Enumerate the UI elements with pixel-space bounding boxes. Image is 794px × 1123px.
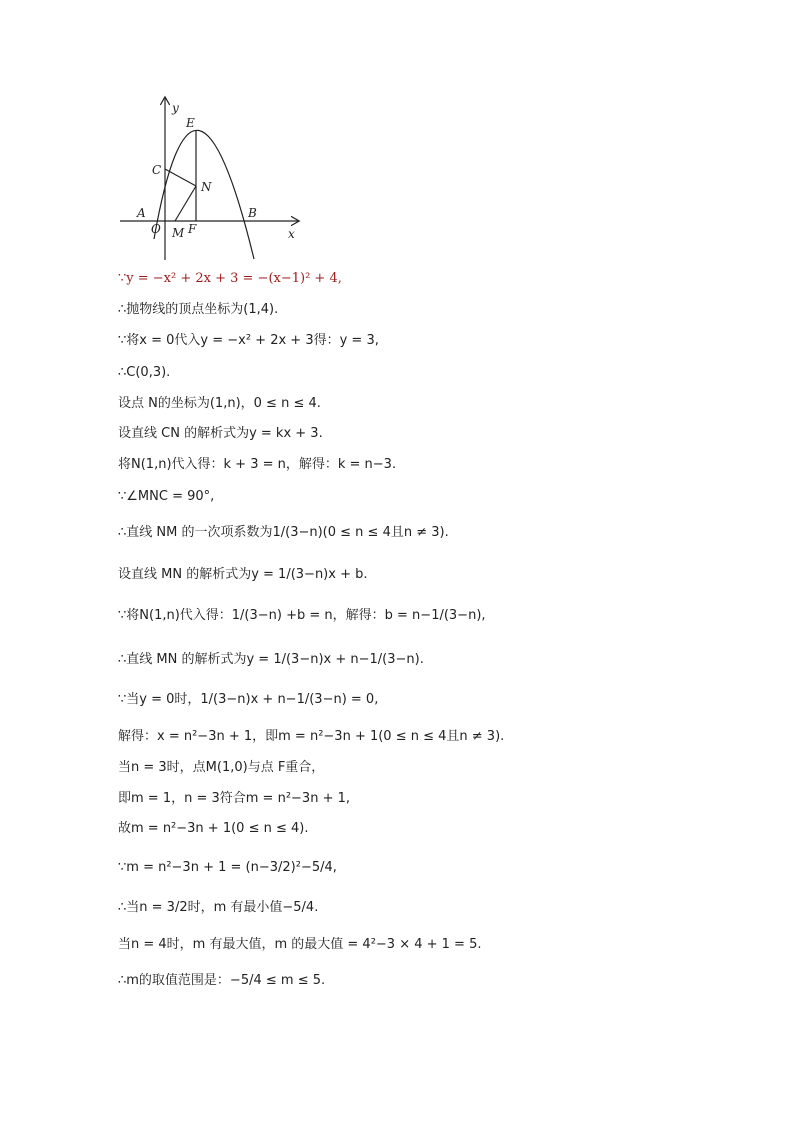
solution-line-14: 解得：x = n²−3n + 1，即m = n²−3n + 1(0 ≤ n ≤ 4且n ≠ 3). bbox=[118, 729, 505, 744]
solution-line-10: 设直线 MN 的解析式为y = 1/(3−n)x + b. bbox=[118, 567, 368, 582]
solution-line-9: ∴直线 NM 的一次项系数为1/(3−n)(0 ≤ n ≤ 4且n ≠ 3). bbox=[118, 525, 449, 540]
label-n: N bbox=[201, 180, 212, 194]
label-e: E bbox=[186, 116, 195, 130]
segment-cn bbox=[165, 169, 196, 186]
solution-line-12: ∴直线 MN 的解析式为y = 1/(3−n)x + n−1/(3−n). bbox=[118, 652, 424, 667]
solution-line-11: ∵将N(1,n)代入得：1/(3−n) +b = n，解得：b = n−1/(3−n), bbox=[118, 608, 486, 623]
label-b: B bbox=[248, 206, 257, 220]
label-m: M bbox=[172, 226, 185, 240]
solution-line-19: ∴当n = 3/2时，m 有最小值−5/4. bbox=[118, 900, 319, 915]
solution-line-1: ∵y = −x² + 2x + 3 = −(x−1)² + 4, bbox=[118, 271, 342, 286]
solution-line-20: 当n = 4时，m 有最大值，m 的最大值 = 4²−3 × 4 + 1 = 5. bbox=[118, 937, 482, 952]
label-f: F bbox=[188, 222, 197, 236]
label-y: y bbox=[172, 101, 179, 115]
solution-line-16: 即m = 1，n = 3符合m = n²−3n + 1, bbox=[118, 791, 350, 806]
solution-line-13: ∵当y = 0时，1/(3−n)x + n−1/(3−n) = 0, bbox=[118, 692, 379, 707]
solution-line-8: ∵∠MNC = 90°, bbox=[118, 489, 215, 504]
label-c: C bbox=[152, 163, 162, 177]
label-o: O bbox=[151, 222, 161, 236]
solution-line-4: ∴C(0,3). bbox=[118, 365, 171, 380]
solution-line-17: 故m = n²−3n + 1(0 ≤ n ≤ 4). bbox=[118, 821, 309, 836]
solution-line-3: ∵将x = 0代入y = −x² + 2x + 3得：y = 3, bbox=[118, 333, 379, 348]
solution-line-2: ∴抛物线的顶点坐标为(1,4). bbox=[118, 302, 279, 317]
solution-line-5: 设点 N的坐标为(1,n)，0 ≤ n ≤ 4. bbox=[118, 396, 321, 411]
segment-nm bbox=[175, 186, 196, 221]
solution-line-18: ∵m = n²−3n + 1 = (n−3/2)²−5/4, bbox=[118, 860, 337, 875]
parabola-curve bbox=[154, 130, 254, 259]
label-x: x bbox=[288, 227, 295, 241]
solution-line-6: 设直线 CN 的解析式为y = kx + 3. bbox=[118, 426, 323, 441]
solution-line-21: ∴m的取值范围是：−5/4 ≤ m ≤ 5. bbox=[118, 973, 326, 988]
solution-line-7: 将N(1,n)代入得：k + 3 = n，解得：k = n−3. bbox=[118, 457, 397, 472]
parabola-diagram bbox=[110, 92, 310, 267]
solution-line-15: 当n = 3时，点M(1,0)与点 F重合， bbox=[118, 760, 325, 775]
label-a: A bbox=[137, 206, 146, 220]
